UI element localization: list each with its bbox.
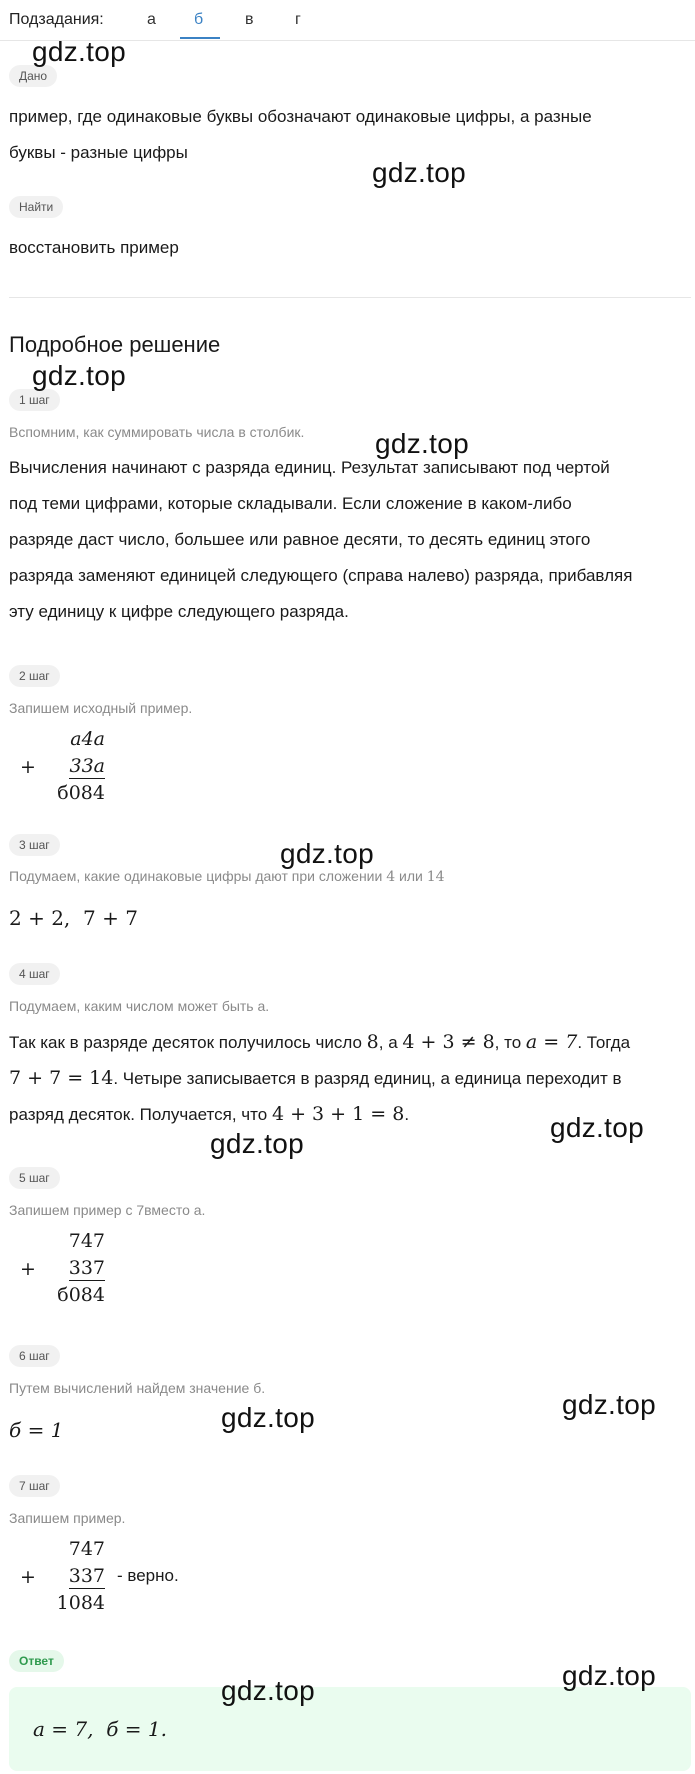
sum: б084 (57, 1284, 105, 1306)
column-addition-original (10, 728, 105, 808)
step-1-badge: 1 шаг (9, 389, 60, 411)
watermark: gdz.top (32, 36, 126, 67)
column-addition-substituted (10, 1230, 105, 1310)
step-4-l1-text-a: Так как в разряде десяток получилось число (9, 1033, 362, 1052)
step-4-line-1 (9, 1024, 689, 1061)
step-6-badge: 6 шаг (9, 1345, 60, 1367)
watermark: gdz.top (221, 1402, 315, 1433)
step-3-badge: 3 шаг (9, 834, 60, 856)
subtasks-label: Подзадания: (9, 11, 104, 28)
addend-1: а4а (70, 728, 105, 750)
plus-sign: + (20, 756, 36, 778)
solution-title: Подробное решение (9, 332, 221, 357)
plus-sign: + (20, 1566, 36, 1588)
step-4-l2-math-1: 7 + 7 = 14 (9, 1067, 114, 1089)
step-4-l2-text-a: . Четыре записывается в разряд единиц, а единица переходит в (113, 1069, 622, 1088)
sum: б084 (57, 782, 105, 804)
step-4-line-2 (9, 1060, 689, 1097)
step-3-hint-text: Подумаем, какие одинаковые цифры дают при сложении (9, 868, 383, 884)
addend-2: 33а (69, 755, 105, 777)
step-4-l1-text-d: . Тогда (577, 1033, 631, 1052)
step-1-hint: Вспомним, как суммировать числа в столбик. (9, 424, 305, 440)
watermark: gdz.top (372, 157, 466, 188)
step-4-badge: 4 шаг (9, 963, 60, 985)
step-2-badge: 2 шаг (9, 665, 60, 687)
step-1-line-1: Вычисления начинают с разряда единиц. Результат записывают под чертой (9, 458, 610, 477)
tab-g[interactable]: г (295, 11, 301, 28)
step-4-l1-math-2: 4 + 3 ≠ 8 (402, 1031, 495, 1053)
answer-box (9, 1687, 691, 1771)
sum: 1084 (56, 1592, 105, 1614)
addend-2: 337 (68, 1257, 105, 1279)
addend-2: 337 (68, 1565, 105, 1587)
step-5-hint: Запишем пример с 7вместо а. (9, 1202, 206, 1218)
watermark: gdz.top (221, 1675, 315, 1706)
tab-a[interactable]: а (147, 11, 156, 28)
step-4-l3-text-b: . (404, 1105, 410, 1124)
step-7-badge: 7 шаг (9, 1475, 60, 1497)
step-4-l1-text-b: , а (378, 1033, 398, 1052)
given-line-2: буквы - разные цифры (9, 143, 188, 162)
watermark: gdz.top (280, 838, 374, 869)
step-1-line-4: разряда заменяют единицей следующего (справа налево) разряда, прибавляя (9, 566, 633, 585)
given-badge: Дано (9, 65, 57, 87)
step-3-hint-connector: или (399, 868, 423, 884)
step-4-l1-text-c: , то (494, 1033, 522, 1052)
step-3-hint-number-1: 4 (386, 869, 396, 885)
step-3-hint-number-2: 14 (426, 869, 445, 885)
answer-text: а = 7, б = 1. (33, 1717, 167, 1741)
step-1-line-3: разряде даст число, большее или равное десяти, то десять единиц этого (9, 530, 591, 549)
step-1-line-2: под теми цифрами, которые складывали. Если сложение в каком-либо (9, 494, 572, 513)
watermark: gdz.top (375, 428, 469, 459)
step-4-l3-math-1: 4 + 3 + 1 = 8 (271, 1103, 405, 1125)
step-4-l3-text-a: разряд десяток. Получается, что (9, 1105, 268, 1124)
step-4-hint: Подумаем, каким числом может быть а. (9, 998, 270, 1014)
column-addition-final (10, 1538, 105, 1618)
step-7-verdict: - верно. (117, 1566, 179, 1585)
step-5-badge: 5 шаг (9, 1167, 60, 1189)
tab-b[interactable]: б (194, 11, 204, 28)
watermark: gdz.top (562, 1389, 656, 1420)
active-tab-indicator (180, 37, 220, 39)
plus-sign: + (20, 1258, 36, 1280)
given-line-1: пример, где одинаковые буквы обозначают одинаковые цифры, а разные (9, 107, 592, 126)
addend-1: 747 (68, 1538, 105, 1560)
step-3-hint (9, 868, 445, 885)
step-1-line-5: эту единицу к цифре следующего разряда. (9, 602, 349, 621)
step-3-formula: 2 + 2, 7 + 7 (9, 906, 138, 930)
find-text: восстановить пример (9, 238, 179, 257)
addend-1: 747 (68, 1230, 105, 1252)
step-6-formula: б = 1 (9, 1418, 64, 1442)
watermark: gdz.top (562, 1660, 656, 1691)
step-2-hint: Запишем исходный пример. (9, 700, 193, 716)
watermark: gdz.top (32, 360, 126, 391)
step-6-hint: Путем вычислений найдем значение б. (9, 1380, 266, 1396)
step-4-l1-math-3: а = 7 (525, 1031, 578, 1053)
answer-badge: Ответ (9, 1650, 64, 1672)
watermark: gdz.top (210, 1128, 304, 1159)
find-badge: Найти (9, 196, 63, 218)
section-divider (9, 297, 691, 298)
subtask-tabs (0, 0, 695, 41)
step-7-hint: Запишем пример. (9, 1510, 126, 1526)
tab-v[interactable]: в (245, 11, 254, 28)
watermark: gdz.top (550, 1112, 644, 1143)
step-4-l1-math-1: 8 (366, 1031, 379, 1053)
